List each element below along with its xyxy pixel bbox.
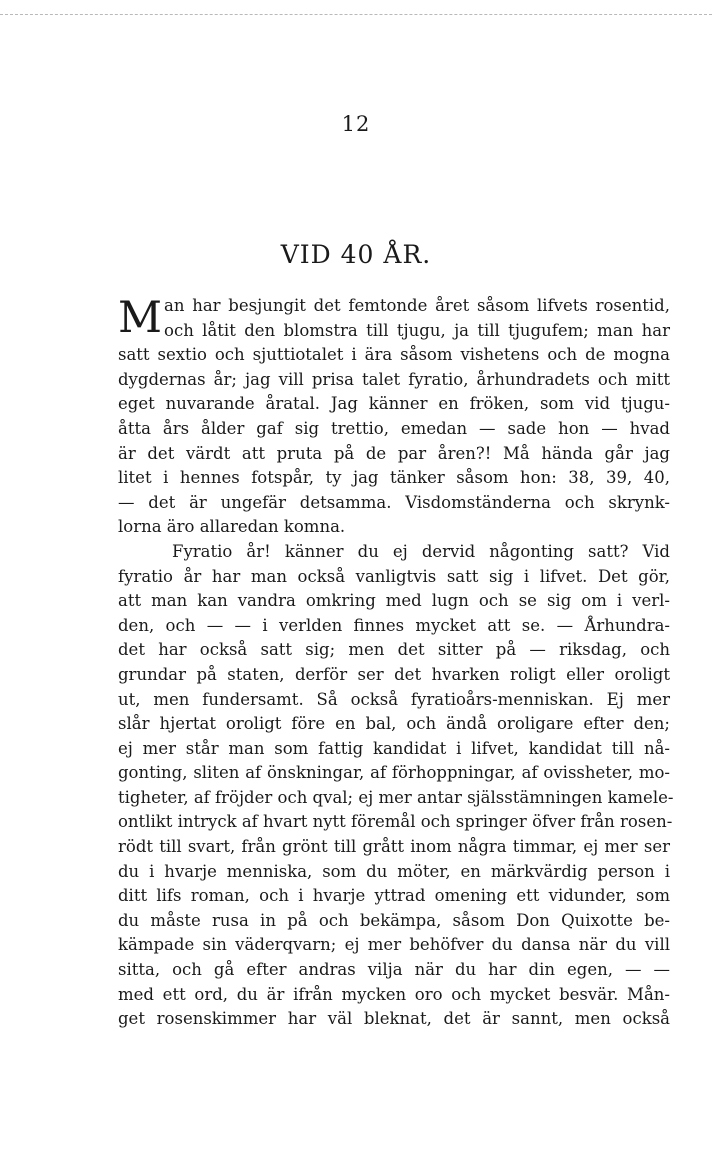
text-line: att man kan vandra omkring med lugn och se sig om i verl- bbox=[118, 591, 670, 611]
text-line: är det värdt att pruta på de par åren?! Må hända går jag bbox=[118, 443, 670, 463]
text-line: satt sextio och sjuttiotalet i ära såsom vishetens och de mogna bbox=[118, 345, 670, 365]
text-line: fyratio år har man också vanligtvis satt sig i lifvet. Det gör, bbox=[118, 566, 670, 586]
text-line: — det är ungefär detsamma. Visdomständerna och skrynk- bbox=[118, 492, 670, 512]
text-line: dygdernas år; jag vill prisa talet fyratio, århundradets och mitt bbox=[118, 369, 670, 389]
drop-cap: M bbox=[118, 293, 163, 343]
text-line: det har också satt sig; men det sitter på — riksdag, och bbox=[118, 640, 670, 660]
text-line: du i hvarje menniska, som du möter, en märkvärdig person i bbox=[118, 861, 670, 881]
text-line: grundar på staten, derför ser det hvarken roligt eller oroligt bbox=[118, 664, 670, 684]
text-line: tigheter, af fröjder och qval; ej mer antar själsstämningen kamele- bbox=[118, 787, 674, 807]
chapter-title: VID 40 ÅR. bbox=[280, 240, 432, 269]
text-line: rödt till svart, från grönt till grått inom några timmar, ej mer ser bbox=[118, 837, 670, 857]
text-line: Fyratio år! känner du ej dervid någonting satt? Vid bbox=[172, 541, 670, 561]
text-line: kämpade sin väderqvarn; ej mer behöfver du dansa när du vill bbox=[118, 935, 670, 955]
page-number: 12 bbox=[341, 112, 371, 136]
top-scan-rule bbox=[0, 14, 712, 15]
text-line: ditt lifs roman, och i hvarje yttrad omening ett vidunder, som bbox=[118, 886, 670, 906]
text-line: ut, men fundersamt. Så också fyratioårs-menniskan. Ej mer bbox=[118, 689, 670, 709]
body-text bbox=[118, 293, 674, 1032]
text-line: åtta års ålder gaf sig trettio, emedan — sade hon — hvad bbox=[118, 418, 670, 438]
text-line: sitta, och gå efter andras vilja när du har din egen, — — bbox=[118, 960, 670, 980]
text-line: slår hjertat oroligt före en bal, och ändå oroligare efter den; bbox=[118, 714, 670, 734]
text-line: du måste rusa in på och bekämpa, såsom Don Quixotte be- bbox=[118, 910, 670, 930]
text-line: an har besjungit det femtonde året såsom lifvets rosentid, bbox=[164, 296, 670, 315]
text-line: get rosenskimmer har väl bleknat, det är sannt, men också bbox=[118, 1009, 670, 1029]
text-line: gonting, sliten af önskningar, af förhoppningar, af ovissheter, mo- bbox=[118, 763, 670, 783]
text-line: den, och — — i verlden finnes mycket att se. — Århundra- bbox=[118, 615, 670, 635]
text-line: ej mer står man som fattig kandidat i lifvet, kandidat till nå- bbox=[118, 738, 670, 758]
text-line: och låtit den blomstra till tjugu, ja till tjugufem; man har bbox=[164, 320, 670, 340]
text-line: eget nuvarande åratal. Jag känner en fröken, som vid tjugu- bbox=[118, 394, 670, 414]
text-line: med ett ord, du är ifrån mycken oro och mycket besvär. Mån- bbox=[118, 984, 670, 1004]
text-line: litet i hennes fotspår, ty jag tänker såsom hon: 38, 39, 40, bbox=[118, 468, 670, 488]
text-line: ontlikt intryck af hvart nytt föremål och springer öfver från rosen- bbox=[118, 812, 673, 832]
text-line: lorna äro allaredan komna. bbox=[118, 517, 346, 537]
